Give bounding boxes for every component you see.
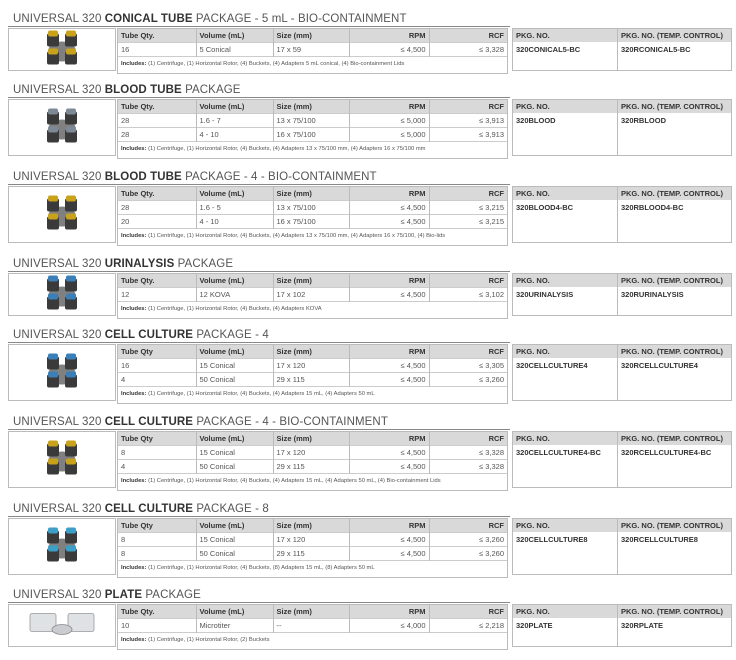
package-section	[0, 328, 736, 401]
bucket-cap	[48, 354, 58, 360]
table-cell: ≤ 4,500	[349, 460, 429, 474]
table-cell: ≤ 3,328	[429, 446, 507, 460]
column-header: RCF	[429, 432, 507, 446]
rotor-hub	[52, 625, 72, 635]
spec-table	[117, 99, 508, 159]
includes-cell	[118, 57, 507, 73]
table-row	[118, 201, 507, 215]
column-header: RPM	[349, 605, 429, 619]
table-cell: ≤ 3,102	[429, 288, 507, 302]
bucket-cap	[48, 459, 58, 465]
column-header: RPM	[349, 100, 429, 114]
includes-row	[118, 302, 507, 318]
spec-table	[117, 431, 508, 491]
title-prefix: UNIVERSAL 320	[13, 416, 105, 428]
rotor-illustration	[9, 432, 115, 487]
title-product: PLATE	[104, 589, 143, 601]
pkg-no-temp-header: PKG. NO. (TEMP. CONTROL)	[621, 521, 723, 530]
table-row	[118, 373, 507, 387]
spec-table	[117, 28, 508, 74]
includes-cell	[118, 229, 507, 245]
package-number-box	[512, 273, 732, 316]
title-divider	[8, 26, 510, 27]
table-row	[118, 619, 507, 633]
column-header: Volume (mL)	[196, 519, 273, 533]
includes-row	[118, 633, 507, 649]
table-cell: --	[273, 619, 349, 633]
title-prefix: UNIVERSAL 320	[13, 13, 105, 25]
rotor-illustration	[9, 29, 115, 70]
table-cell: 8	[118, 446, 196, 460]
pkg-no-temp-value: 320RCELLCULTURE8	[621, 535, 698, 544]
package-number-box	[512, 99, 732, 156]
table-row	[118, 288, 507, 302]
pkg-no-temp-header: PKG. NO. (TEMP. CONTROL)	[621, 434, 723, 443]
includes-label: Includes:	[121, 61, 147, 68]
table-cell: 8	[118, 547, 196, 561]
column-header: Size (mm)	[273, 432, 349, 446]
table-cell: ≤ 4,500	[349, 547, 429, 561]
column-header: Tube Qty.	[118, 187, 196, 201]
table-row	[118, 533, 507, 547]
title-suffix: PACKAGE	[174, 258, 234, 270]
spec-table	[117, 518, 508, 578]
bucket-cap	[48, 49, 58, 55]
spec-header-row	[118, 29, 507, 43]
column-header: RPM	[349, 345, 429, 359]
bucket-cap	[48, 214, 58, 220]
column-header: Tube Qty	[118, 432, 196, 446]
pkg-no-temp-header: PKG. NO. (TEMP. CONTROL)	[621, 607, 723, 616]
table-cell: 17 x 59	[273, 43, 349, 57]
title-product: CELL CULTURE	[104, 329, 194, 341]
table-cell: 15 Conical	[196, 446, 273, 460]
rotor-illustration	[9, 100, 115, 155]
bucket-cap	[66, 127, 76, 133]
table-cell: ≤ 4,500	[349, 43, 429, 57]
title-prefix: UNIVERSAL 320	[13, 589, 105, 601]
table-cell: ≤ 3,328	[429, 460, 507, 474]
title-suffix: PACKAGE - 5 mL - BIO-CONTAINMENT	[192, 13, 407, 25]
includes-text: (1) Centrifuge, (1) Horizontal Rotor, (4) Buckets, (4) Adapters 15 mL, (4) Adapters 50 mL, (4) Bio-containment Lids	[148, 478, 441, 485]
title-prefix: UNIVERSAL 320	[13, 84, 105, 96]
spec-table	[117, 344, 508, 404]
bucket-cap	[66, 214, 76, 220]
bucket-cap	[66, 372, 76, 378]
title-prefix: UNIVERSAL 320	[13, 503, 105, 515]
table-row	[118, 359, 507, 373]
package-title	[13, 328, 269, 342]
package-title	[13, 415, 388, 429]
pkg-no-header: PKG. NO.	[513, 29, 618, 42]
title-suffix: PACKAGE - 4 - BIO-CONTAINMENT	[193, 416, 388, 428]
pkg-no-temp-header: PKG. NO. (TEMP. CONTROL)	[621, 189, 723, 198]
table-cell: ≤ 4,500	[349, 373, 429, 387]
pkg-no-value: 320CONICAL5-BC	[513, 42, 618, 70]
table-cell: 50 Conical	[196, 373, 273, 387]
table-row	[118, 446, 507, 460]
title-divider	[8, 184, 510, 185]
column-header: Volume (mL)	[196, 187, 273, 201]
column-header: RCF	[429, 345, 507, 359]
pkg-no-temp-header: PKG. NO. (TEMP. CONTROL)	[621, 347, 723, 356]
table-cell: ≤ 2,218	[429, 619, 507, 633]
table-cell: 12 KOVA	[196, 288, 273, 302]
column-header: Size (mm)	[273, 519, 349, 533]
includes-cell	[118, 387, 507, 403]
package-title	[13, 170, 377, 184]
includes-cell	[118, 142, 507, 158]
column-header: Tube Qty.	[118, 100, 196, 114]
includes-label: Includes:	[121, 637, 147, 644]
column-header: Size (mm)	[273, 29, 349, 43]
column-header: Size (mm)	[273, 274, 349, 288]
spec-header-row	[118, 274, 507, 288]
table-cell: 5 Conical	[196, 43, 273, 57]
bucket-cap	[66, 49, 76, 55]
table-cell: 17 x 120	[273, 533, 349, 547]
pkg-no-temp-header: PKG. NO. (TEMP. CONTROL)	[621, 276, 723, 285]
pkg-no-temp-value: 320RBLOOD	[621, 116, 667, 125]
includes-label: Includes:	[121, 391, 147, 398]
column-header: RCF	[429, 187, 507, 201]
column-header: Tube Qty.	[118, 605, 196, 619]
pkg-no-temp-header: PKG. NO. (TEMP. CONTROL)	[621, 31, 723, 40]
bucket-cap	[48, 546, 58, 552]
column-header: Volume (mL)	[196, 29, 273, 43]
table-cell: 1.6 - 7	[196, 114, 273, 128]
title-prefix: UNIVERSAL 320	[13, 171, 105, 183]
bucket-cap	[66, 546, 76, 552]
table-cell: ≤ 3,260	[429, 373, 507, 387]
table-row	[118, 215, 507, 229]
column-header: RCF	[429, 605, 507, 619]
package-number-box	[512, 604, 732, 647]
includes-cell	[118, 561, 507, 577]
includes-text: (1) Centrifuge, (1) Horizontal Rotor, (4) Buckets, (4) Adapters 5 mL conical, (4) Bio-containment Lids	[148, 61, 405, 68]
includes-text: (1) Centrifuge, (1) Horizontal Rotor, (4) Buckets, (8) Adapters 15 mL, (8) Adapters 50 mL	[148, 565, 375, 572]
pkg-no-temp-header: PKG. NO. (TEMP. CONTROL)	[621, 102, 723, 111]
table-cell: 16 x 75/100	[273, 128, 349, 142]
table-cell: ≤ 4,500	[349, 359, 429, 373]
bucket-cap	[66, 528, 76, 534]
table-cell: ≤ 3,328	[429, 43, 507, 57]
title-divider	[8, 602, 510, 603]
spec-table	[117, 186, 508, 246]
pkg-no-value: 320CELLCULTURE8	[513, 532, 618, 574]
column-header: Volume (mL)	[196, 274, 273, 288]
rotor-illustration	[9, 187, 115, 242]
rotor-illustration	[9, 605, 115, 646]
table-cell: 17 x 120	[273, 359, 349, 373]
product-image	[8, 518, 116, 575]
spec-header-row	[118, 187, 507, 201]
bucket-cap	[48, 196, 58, 202]
table-cell: 28	[118, 128, 196, 142]
pkg-no-value: 320URINALYSIS	[513, 287, 618, 315]
table-cell: 50 Conical	[196, 547, 273, 561]
table-cell: ≤ 4,500	[349, 288, 429, 302]
bucket-cap	[66, 441, 76, 447]
table-cell: ≤ 3,913	[429, 128, 507, 142]
title-divider	[8, 342, 510, 343]
bucket-cap	[48, 372, 58, 378]
table-cell: 17 x 102	[273, 288, 349, 302]
includes-row	[118, 561, 507, 577]
includes-text: (1) Centrifuge, (1) Horizontal Rotor, (4) Buckets, (4) Adapters 13 x 75/100 mm, (4) Adapters 16 x 75/100, (4) Bio-lids	[148, 233, 446, 240]
pkg-no-header: PKG. NO.	[513, 432, 618, 445]
pkg-no-value: 320BLOOD4-BC	[513, 200, 618, 242]
table-cell: 16	[118, 43, 196, 57]
table-cell: 4	[118, 460, 196, 474]
table-cell: 4 - 10	[196, 128, 273, 142]
package-number-box	[512, 344, 732, 401]
includes-label: Includes:	[121, 565, 147, 572]
product-image	[8, 604, 116, 647]
pkg-no-temp-value: 320RBLOOD4-BC	[621, 203, 684, 212]
includes-row	[118, 474, 507, 490]
column-header: Volume (mL)	[196, 345, 273, 359]
product-image	[8, 28, 116, 71]
column-header: Size (mm)	[273, 187, 349, 201]
package-title	[13, 83, 241, 97]
rotor-illustration	[9, 274, 115, 315]
table-cell: 1.6 - 5	[196, 201, 273, 215]
title-prefix: UNIVERSAL 320	[13, 258, 105, 270]
pkg-no-temp-value: 320RCELLCULTURE4	[621, 361, 698, 370]
table-cell: 50 Conical	[196, 460, 273, 474]
rotor-illustration	[9, 519, 115, 574]
title-product: URINALYSIS	[104, 258, 175, 270]
table-cell: ≤ 5,000	[349, 128, 429, 142]
pkg-no-value: 320CELLCULTURE4	[513, 358, 618, 400]
bucket-cap	[48, 127, 58, 133]
column-header: RCF	[429, 274, 507, 288]
package-title	[13, 12, 407, 26]
table-cell: ≤ 3,260	[429, 547, 507, 561]
table-cell: 29 x 115	[273, 460, 349, 474]
pkg-no-temp-value: 320RURINALYSIS	[621, 290, 684, 299]
title-product: BLOOD TUBE	[104, 171, 182, 183]
table-cell: 12	[118, 288, 196, 302]
table-cell: 29 x 115	[273, 373, 349, 387]
column-header: RCF	[429, 100, 507, 114]
bucket-cap	[66, 31, 76, 37]
table-cell: 28	[118, 114, 196, 128]
title-divider	[8, 271, 510, 272]
table-row	[118, 547, 507, 561]
bucket-cap	[66, 196, 76, 202]
title-product: CONICAL TUBE	[104, 13, 193, 25]
title-suffix: PACKAGE - 4 - BIO-CONTAINMENT	[181, 171, 377, 183]
bucket-cap	[48, 441, 58, 447]
table-row	[118, 128, 507, 142]
package-title	[13, 257, 233, 271]
title-suffix: PACKAGE	[142, 589, 201, 601]
pkg-no-header: PKG. NO.	[513, 345, 618, 358]
title-suffix: PACKAGE - 8	[193, 503, 269, 515]
column-header: Size (mm)	[273, 605, 349, 619]
column-header: Volume (mL)	[196, 605, 273, 619]
rotor-illustration	[9, 345, 115, 400]
bucket-cap	[66, 276, 76, 282]
table-cell: 17 x 120	[273, 446, 349, 460]
includes-text: (1) Centrifuge, (1) Horizontal Rotor, (4) Buckets, (4) Adapters 15 mL, (4) Adapters 50 mL	[148, 391, 375, 398]
table-cell: 28	[118, 201, 196, 215]
title-prefix: UNIVERSAL 320	[13, 329, 105, 341]
pkg-no-header: PKG. NO.	[513, 187, 618, 200]
includes-label: Includes:	[121, 306, 147, 313]
table-row	[118, 460, 507, 474]
bucket-cap	[48, 109, 58, 115]
package-title	[13, 588, 201, 602]
bucket-cap	[66, 354, 76, 360]
table-cell: ≤ 3,215	[429, 201, 507, 215]
title-divider	[8, 516, 510, 517]
table-cell: 29 x 115	[273, 547, 349, 561]
table-cell: 15 Conical	[196, 359, 273, 373]
includes-row	[118, 229, 507, 245]
includes-cell	[118, 633, 507, 649]
column-header: RCF	[429, 29, 507, 43]
title-divider	[8, 429, 510, 430]
package-section	[0, 588, 736, 647]
product-image	[8, 431, 116, 488]
includes-label: Includes:	[121, 146, 147, 153]
package-section	[0, 83, 736, 156]
package-title	[13, 502, 269, 516]
spec-header-row	[118, 345, 507, 359]
spec-table	[117, 604, 508, 650]
bucket-cap	[48, 276, 58, 282]
spec-header-row	[118, 432, 507, 446]
table-cell: Microtiter	[196, 619, 273, 633]
includes-cell	[118, 302, 507, 318]
table-cell: ≤ 4,000	[349, 619, 429, 633]
spec-table	[117, 273, 508, 319]
package-section	[0, 257, 736, 316]
bucket-cap	[48, 31, 58, 37]
column-header: RPM	[349, 187, 429, 201]
table-cell: 16 x 75/100	[273, 215, 349, 229]
product-image	[8, 344, 116, 401]
pkg-no-value: 320CELLCULTURE4-BC	[513, 445, 618, 487]
table-cell: 4 - 10	[196, 215, 273, 229]
product-image	[8, 273, 116, 316]
table-cell: ≤ 3,305	[429, 359, 507, 373]
includes-label: Includes:	[121, 478, 147, 485]
includes-text: (1) Centrifuge, (1) Horizontal Rotor, (4) Buckets, (4) Adapters KOVA	[148, 306, 322, 313]
table-cell: ≤ 4,500	[349, 533, 429, 547]
column-header: Volume (mL)	[196, 432, 273, 446]
includes-label: Includes:	[121, 233, 147, 240]
table-row	[118, 114, 507, 128]
table-cell: 4	[118, 373, 196, 387]
package-section	[0, 12, 736, 71]
table-row	[118, 43, 507, 57]
column-header: RPM	[349, 519, 429, 533]
spec-header-row	[118, 519, 507, 533]
column-header: Size (mm)	[273, 100, 349, 114]
package-number-box	[512, 186, 732, 243]
pkg-no-header: PKG. NO.	[513, 100, 618, 113]
column-header: Tube Qty.	[118, 274, 196, 288]
title-divider	[8, 97, 510, 98]
column-header: Tube Qty.	[118, 29, 196, 43]
table-cell: 10	[118, 619, 196, 633]
includes-text: (1) Centrifuge, (1) Horizontal Rotor, (4) Buckets, (4) Adapters 13 x 75/100 mm, (4) Adapters 16 x 75/100 mm	[148, 146, 426, 153]
table-cell: ≤ 5,000	[349, 114, 429, 128]
title-suffix: PACKAGE	[181, 84, 241, 96]
pkg-no-value: 320PLATE	[513, 618, 618, 646]
table-cell: ≤ 3,215	[429, 215, 507, 229]
package-number-box	[512, 28, 732, 71]
includes-row	[118, 387, 507, 403]
includes-row	[118, 57, 507, 73]
column-header: Tube Qty	[118, 345, 196, 359]
table-cell: ≤ 4,500	[349, 215, 429, 229]
package-section	[0, 170, 736, 243]
table-cell: ≤ 3,260	[429, 533, 507, 547]
table-cell: 13 x 75/100	[273, 201, 349, 215]
includes-text: (1) Centrifuge, (1) Horizontal Rotor, (2) Buckets	[148, 637, 270, 644]
product-image	[8, 99, 116, 156]
column-header: Size (mm)	[273, 345, 349, 359]
pkg-no-temp-value: 320RCONICAL5-BC	[621, 45, 691, 54]
table-cell: 16	[118, 359, 196, 373]
table-cell: 15 Conical	[196, 533, 273, 547]
includes-row	[118, 142, 507, 158]
package-section	[0, 502, 736, 575]
package-section	[0, 415, 736, 488]
title-product: CELL CULTURE	[104, 503, 194, 515]
title-product: CELL CULTURE	[104, 416, 194, 428]
package-number-box	[512, 518, 732, 575]
table-cell: ≤ 4,500	[349, 446, 429, 460]
column-header: RPM	[349, 432, 429, 446]
bucket-cap	[66, 294, 76, 300]
bucket-cap	[48, 528, 58, 534]
column-header: RPM	[349, 29, 429, 43]
title-suffix: PACKAGE - 4	[193, 329, 269, 341]
title-product: BLOOD TUBE	[104, 84, 182, 96]
table-cell: ≤ 3,913	[429, 114, 507, 128]
spec-header-row	[118, 605, 507, 619]
bucket-cap	[48, 294, 58, 300]
column-header: RCF	[429, 519, 507, 533]
pkg-no-header: PKG. NO.	[513, 605, 618, 618]
column-header: Tube Qty	[118, 519, 196, 533]
spec-header-row	[118, 100, 507, 114]
table-cell: 20	[118, 215, 196, 229]
pkg-no-header: PKG. NO.	[513, 519, 618, 532]
column-header: Volume (mL)	[196, 100, 273, 114]
table-cell: 8	[118, 533, 196, 547]
bucket-cap	[66, 109, 76, 115]
pkg-no-temp-value: 320RCELLCULTURE4-BC	[621, 448, 712, 457]
table-cell: ≤ 4,500	[349, 201, 429, 215]
product-image	[8, 186, 116, 243]
column-header: RPM	[349, 274, 429, 288]
package-number-box	[512, 431, 732, 488]
pkg-no-temp-value: 320RPLATE	[621, 621, 663, 630]
bucket-cap	[66, 459, 76, 465]
pkg-no-value: 320BLOOD	[513, 113, 618, 155]
includes-cell	[118, 474, 507, 490]
table-cell: 13 x 75/100	[273, 114, 349, 128]
pkg-no-header: PKG. NO.	[513, 274, 618, 287]
